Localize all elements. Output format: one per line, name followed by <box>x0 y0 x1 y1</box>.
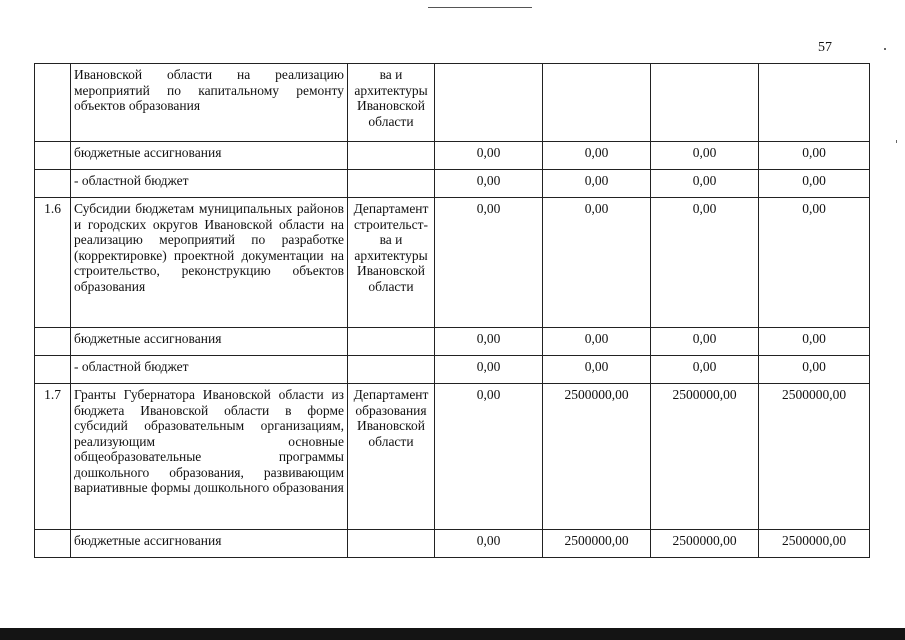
value-cell: 0,00 <box>543 142 651 170</box>
row-description: Гранты Губернатора Ивановской области из бюджета Ивановской области в форме субсидий образовательным организациям, реализующим основные общеобразовательные программы дошкольного образования, развивающим вариативные формы дошкольного образования <box>71 384 348 530</box>
value-cell: 0,00 <box>759 328 870 356</box>
row-number <box>35 142 71 170</box>
value-cell: 0,00 <box>435 170 543 198</box>
value-cell: 2500000,00 <box>759 384 870 530</box>
value-cell <box>543 64 651 142</box>
row-department <box>348 142 435 170</box>
value-cell <box>759 64 870 142</box>
value-cell: 0,00 <box>435 198 543 328</box>
value-cell: 0,00 <box>651 198 759 328</box>
row-description: Ивановской области на реализацию мероприятий по капитальному ремонту объектов образования <box>71 64 348 142</box>
scan-speck <box>884 48 886 50</box>
row-department <box>348 530 435 558</box>
table-row <box>35 384 870 530</box>
page-number: 57 <box>818 40 832 55</box>
row-department: ва и архитектуры Ивановской области <box>348 64 435 142</box>
value-cell: 0,00 <box>759 142 870 170</box>
row-department: Департамент образования Ивановской области <box>348 384 435 530</box>
value-cell: 0,00 <box>435 384 543 530</box>
row-department <box>348 356 435 384</box>
value-cell: 0,00 <box>759 198 870 328</box>
row-description: - областной бюджет <box>71 170 348 198</box>
table-row <box>35 64 870 142</box>
row-number <box>35 328 71 356</box>
value-cell: 2500000,00 <box>543 384 651 530</box>
row-number <box>35 64 71 142</box>
value-cell <box>435 64 543 142</box>
value-cell: 0,00 <box>651 356 759 384</box>
row-description: бюджетные ассигнования <box>71 328 348 356</box>
row-department <box>348 328 435 356</box>
value-cell: 0,00 <box>435 356 543 384</box>
value-cell <box>651 64 759 142</box>
row-department <box>348 170 435 198</box>
value-cell: 0,00 <box>651 328 759 356</box>
scan-top-rule <box>428 7 532 8</box>
value-cell: 0,00 <box>435 328 543 356</box>
value-cell: 0,00 <box>543 198 651 328</box>
value-cell: 0,00 <box>543 356 651 384</box>
row-description: бюджетные ассигнования <box>71 142 348 170</box>
row-description: Субсидии бюджетам муниципальных районов и городских округов Ивановской области на реализацию мероприятий по разработке (корректировке) проектной документации на строительство, реконструкцию объектов образования <box>71 198 348 328</box>
row-number <box>35 356 71 384</box>
value-cell: 0,00 <box>651 170 759 198</box>
value-cell: 0,00 <box>759 170 870 198</box>
budget-table <box>34 63 870 558</box>
table-row <box>35 530 870 558</box>
value-cell: 0,00 <box>651 142 759 170</box>
value-cell: 0,00 <box>435 142 543 170</box>
table-row <box>35 356 870 384</box>
row-description: бюджетные ассигнования <box>71 530 348 558</box>
value-cell: 2500000,00 <box>651 384 759 530</box>
row-number: 1.7 <box>35 384 71 530</box>
table-row <box>35 142 870 170</box>
value-cell: 0,00 <box>435 530 543 558</box>
row-number <box>35 170 71 198</box>
value-cell: 2500000,00 <box>543 530 651 558</box>
scan-bottom-edge <box>0 628 905 640</box>
value-cell: 0,00 <box>543 170 651 198</box>
row-number <box>35 530 71 558</box>
value-cell: 0,00 <box>759 356 870 384</box>
scan-speck <box>896 140 897 143</box>
value-cell: 2500000,00 <box>651 530 759 558</box>
value-cell: 0,00 <box>543 328 651 356</box>
table-row <box>35 198 870 328</box>
value-cell: 2500000,00 <box>759 530 870 558</box>
table-row <box>35 170 870 198</box>
row-number: 1.6 <box>35 198 71 328</box>
row-department: Департамент строительст- ва и архитектуры Ивановской области <box>348 198 435 328</box>
table-row <box>35 328 870 356</box>
row-description: - областной бюджет <box>71 356 348 384</box>
